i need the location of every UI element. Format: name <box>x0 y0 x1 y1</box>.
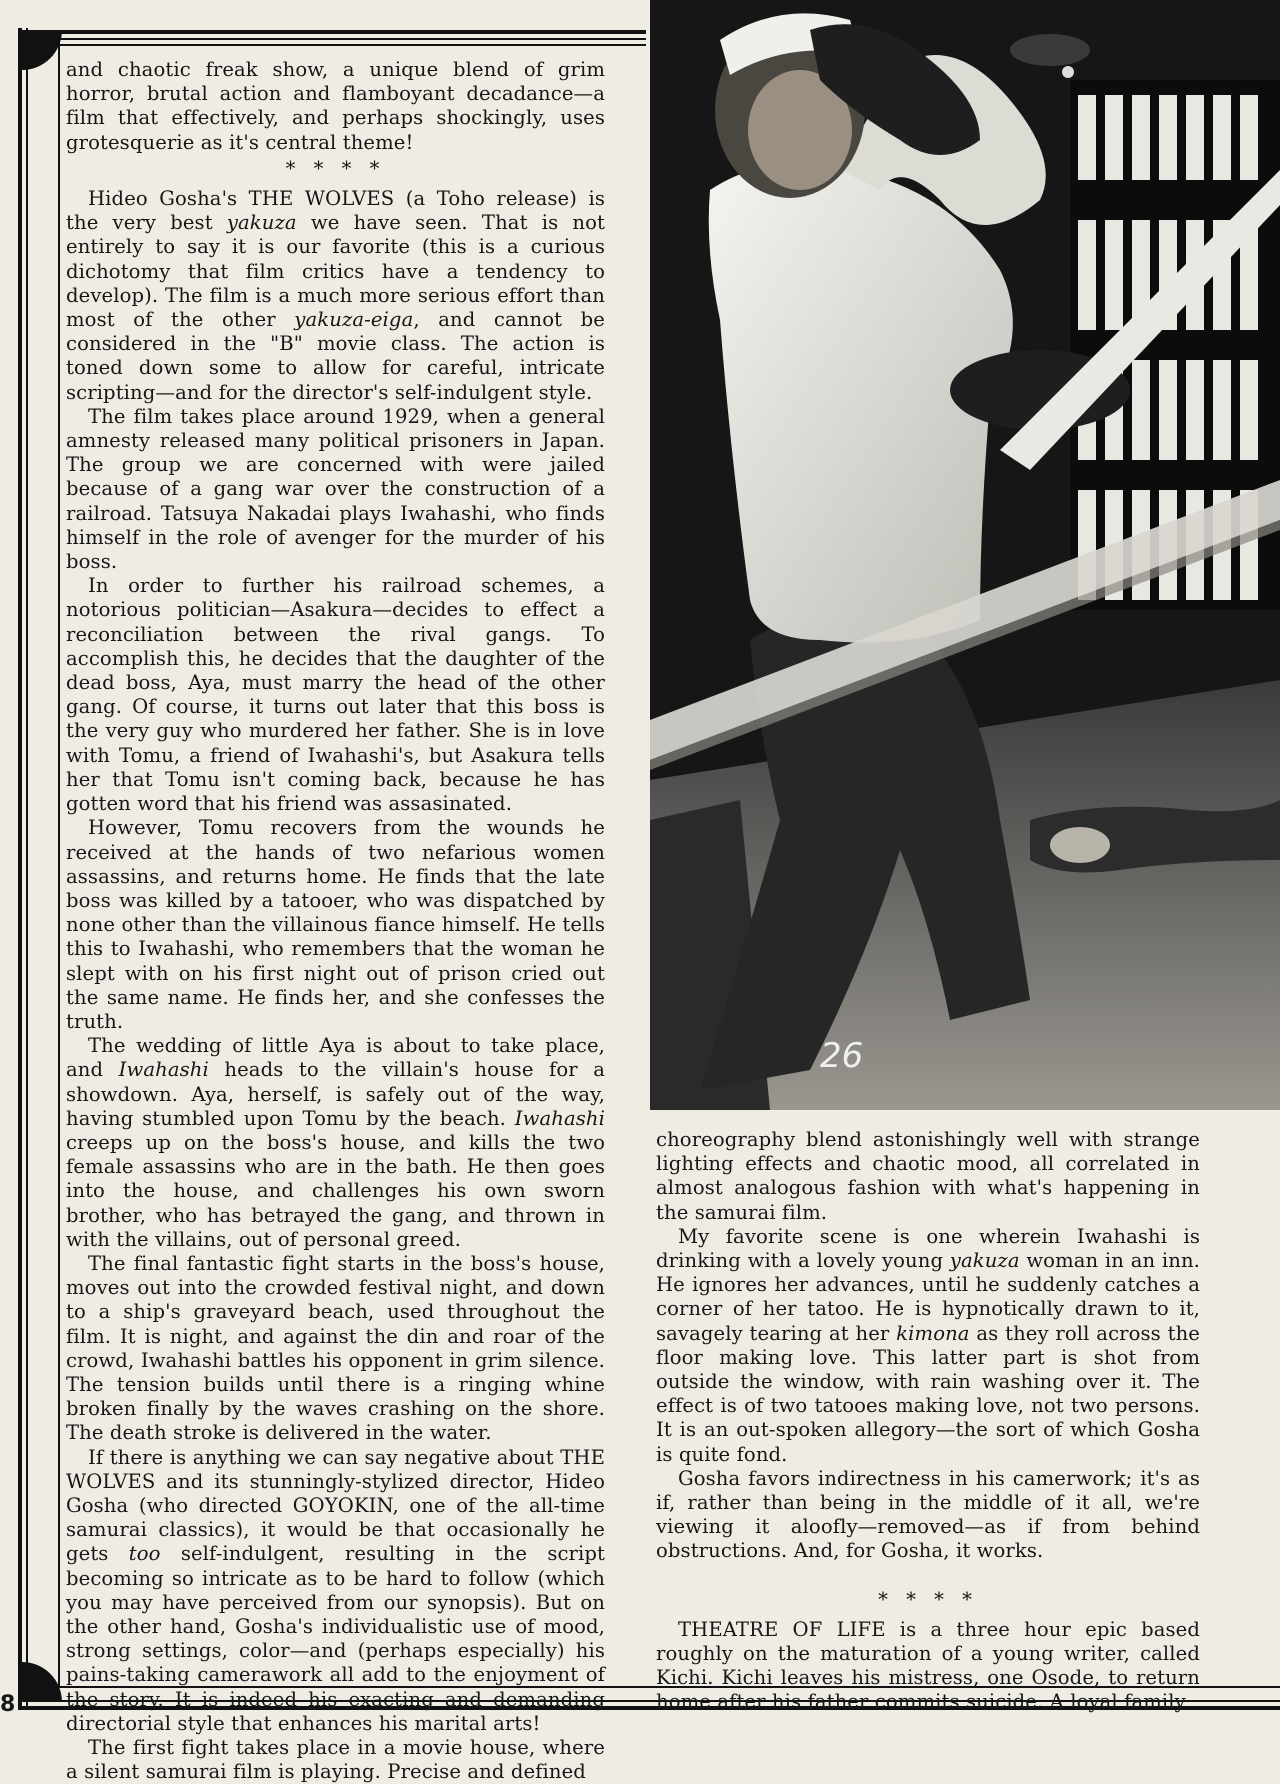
paragraph <box>656 1225 1200 1467</box>
paragraph <box>66 816 605 1034</box>
text-run: woman in an inn. He ignores her advances, until he suddenly catches a corner of her tatoo. He is hypnotically drawn to it, savagely tearing at her <box>656 1249 1200 1345</box>
italic-term: yakuza <box>226 211 297 235</box>
paragraph <box>66 1446 605 1736</box>
photo-frame-number: 26 <box>820 1036 864 1076</box>
paragraph <box>66 1034 605 1252</box>
text-run: The wedding of little Aya is about to take place, and <box>66 1034 605 1082</box>
continued-paragraph: and chaotic freak show, a unique blend of grim horror, brutal action and flamboyant decadance—a film that effectively, and perhaps shockingly, uses grotesquerie as it's central theme! <box>66 58 605 154</box>
text-run: creeps up on the boss's house, and kills the two female assassins who are in the bath. He then goes into the house, and challenges his own sworn brother, who has betrayed the gang, and thrown in with the villains, out of personal greed. <box>66 1130 605 1251</box>
text-run: However, Tomu recovers from the wounds he received at the hands of two nefarious women assassins, and returns home. He finds that the late boss was killed by a tatooer, who was dispatched by none other than the villainous fiance himself. He tells this to Iwahashi, who remembers that the woman he slept with on his first night out of prison cried out the same name. He finds her, and she confesses the truth. <box>66 816 605 1033</box>
paragraph <box>656 1618 1200 1715</box>
left-text-column <box>66 58 605 1784</box>
frame-corner-top-left <box>22 30 62 70</box>
text-run: Hideo Gosha's THE WOLVES (a Toho release) is the very best <box>66 187 605 235</box>
paragraph <box>66 1252 605 1446</box>
text-run: My favorite scene is one wherein Iwahashi is drinking with a lovely young <box>656 1224 1200 1273</box>
italic-term: yakuza-eiga <box>294 308 414 332</box>
frame-left-outer <box>18 28 22 1708</box>
page-number: 8 <box>0 1692 16 1717</box>
text-run: Gosha favors indirectness in his camerwork; it's as if, rather than being in the middle of it all, we're viewing it aloofly—removed—as if from behind obstructions. And, for Gosha, it works. <box>656 1466 1200 1563</box>
film-still-photo <box>650 0 1280 1110</box>
section-divider: * * * * <box>878 1587 978 1611</box>
text-run: choreography blend astonishingly well with strange lighting effects and chaotic mood, all correlated in almost analogous fashion with what's happening in the samurai film. <box>656 1128 1200 1224</box>
text-run: , and cannot be considered in the "B" movie class. The action is toned down some to allow for careful, intricate scripting—and for the director's self-indulgent style. <box>66 308 605 404</box>
italic-term: Iwahashi <box>514 1106 605 1130</box>
text-run: self-indulgent, resulting in the script becoming so intricate as to be hard to follow (which you may have perceived from our synopsis). But on the other hand, Gosha's individualistic use of mood, strong settings, color—and (perhaps especially) his pains-taking camerawork all add to the enjoyment of the story. It is indeed his exacting and demanding directorial style that enhances his marital arts! <box>66 1542 606 1735</box>
italic-term: too <box>128 1542 161 1566</box>
text-run: The final fantastic fight starts in the boss's house, moves out into the crowded festival night, and down to a ship's graveyard beach, used throughout the film. It is night, and against the din and roar of the crowd, Iwahashi battles his opponent in grim silence. The tension builds until there is a ringing whine broken finally by the waves crashing on the shore. The death stroke is delivered in the water. <box>66 1251 605 1445</box>
paragraph <box>656 1467 1200 1564</box>
continued-paragraph <box>656 1128 1200 1225</box>
frame-top-inner <box>58 38 646 40</box>
photo-illustration <box>650 0 1280 1110</box>
paragraph <box>66 405 605 574</box>
italic-term: yakuza <box>949 1249 1020 1273</box>
frame-top-outer <box>18 30 646 34</box>
section-divider: * * * * <box>285 156 386 180</box>
paragraph <box>66 187 605 405</box>
paragraph <box>66 574 605 816</box>
text-run: THEATRE OF LIFE is a three hour epic based roughly on the maturation of a young writer, called Kichi. Kichi leaves his mistress, one Osode, to return home after his father commits suicide. A loyal family <box>656 1617 1200 1714</box>
frame-corner-bottom-left <box>22 1662 62 1702</box>
frame-top-inner2 <box>58 44 646 46</box>
paragraph <box>66 1736 605 1784</box>
text-run: The film takes place around 1929, when a general amnesty released many political prisoners in Japan. The group we are concerned with were jailed because of a gang war over the construction of a railroad. Tatsuya Nakadai plays Iwahashi, who finds himself in the role of avenger for the murder of his boss. <box>66 404 605 574</box>
frame-left-inner2 <box>58 32 60 1687</box>
text-run: we have seen. That is not entirely to say it is our favorite (this is a curious dichotomy that film critics have a tendency to develop). The film is a much more serious effort than most of the other <box>66 211 605 332</box>
text-run: The first fight takes place in a movie house, where a silent samurai film is playing. Precise and defined <box>66 1736 605 1784</box>
text-run: as they roll across the floor making love. This latter part is shot from outside the window, with rain washing over it. The effect is of two tatooes making love, not two persons. It is an out-spoken allegory—the sort of which Gosha is quite fond. <box>656 1321 1200 1466</box>
frame-left-inner <box>26 28 28 1708</box>
text-run: heads to the villain's house for a showdown. Aya, herself, is safely out of the way, having stumbled upon Tomu by the beach. <box>66 1058 605 1130</box>
italic-term: kimona <box>896 1321 970 1345</box>
italic-term: Iwahashi <box>118 1058 209 1082</box>
text-run: If there is anything we can say negative about THE WOLVES and its stunningly-stylized director, Hideo Gosha (who directed GOYOKIN, one of the all-time samurai classics), it would be that occasionally he gets <box>66 1445 605 1566</box>
text-run: In order to further his railroad schemes, a notorious politician—Asakura—decides to effect a reconciliation between the rival gangs. To accomplish this, he decides that the daughter of the dead boss, Aya, must marry the head of the other gang. Of course, it turns out later that this boss is the very guy who murdered her father. She is in love with Tomu, a friend of Iwahashi's, but Asakura tells her that Tomu isn't coming back, because he has gotten word that his friend was assasinated. <box>66 574 605 816</box>
right-text-column <box>656 1128 1200 1715</box>
